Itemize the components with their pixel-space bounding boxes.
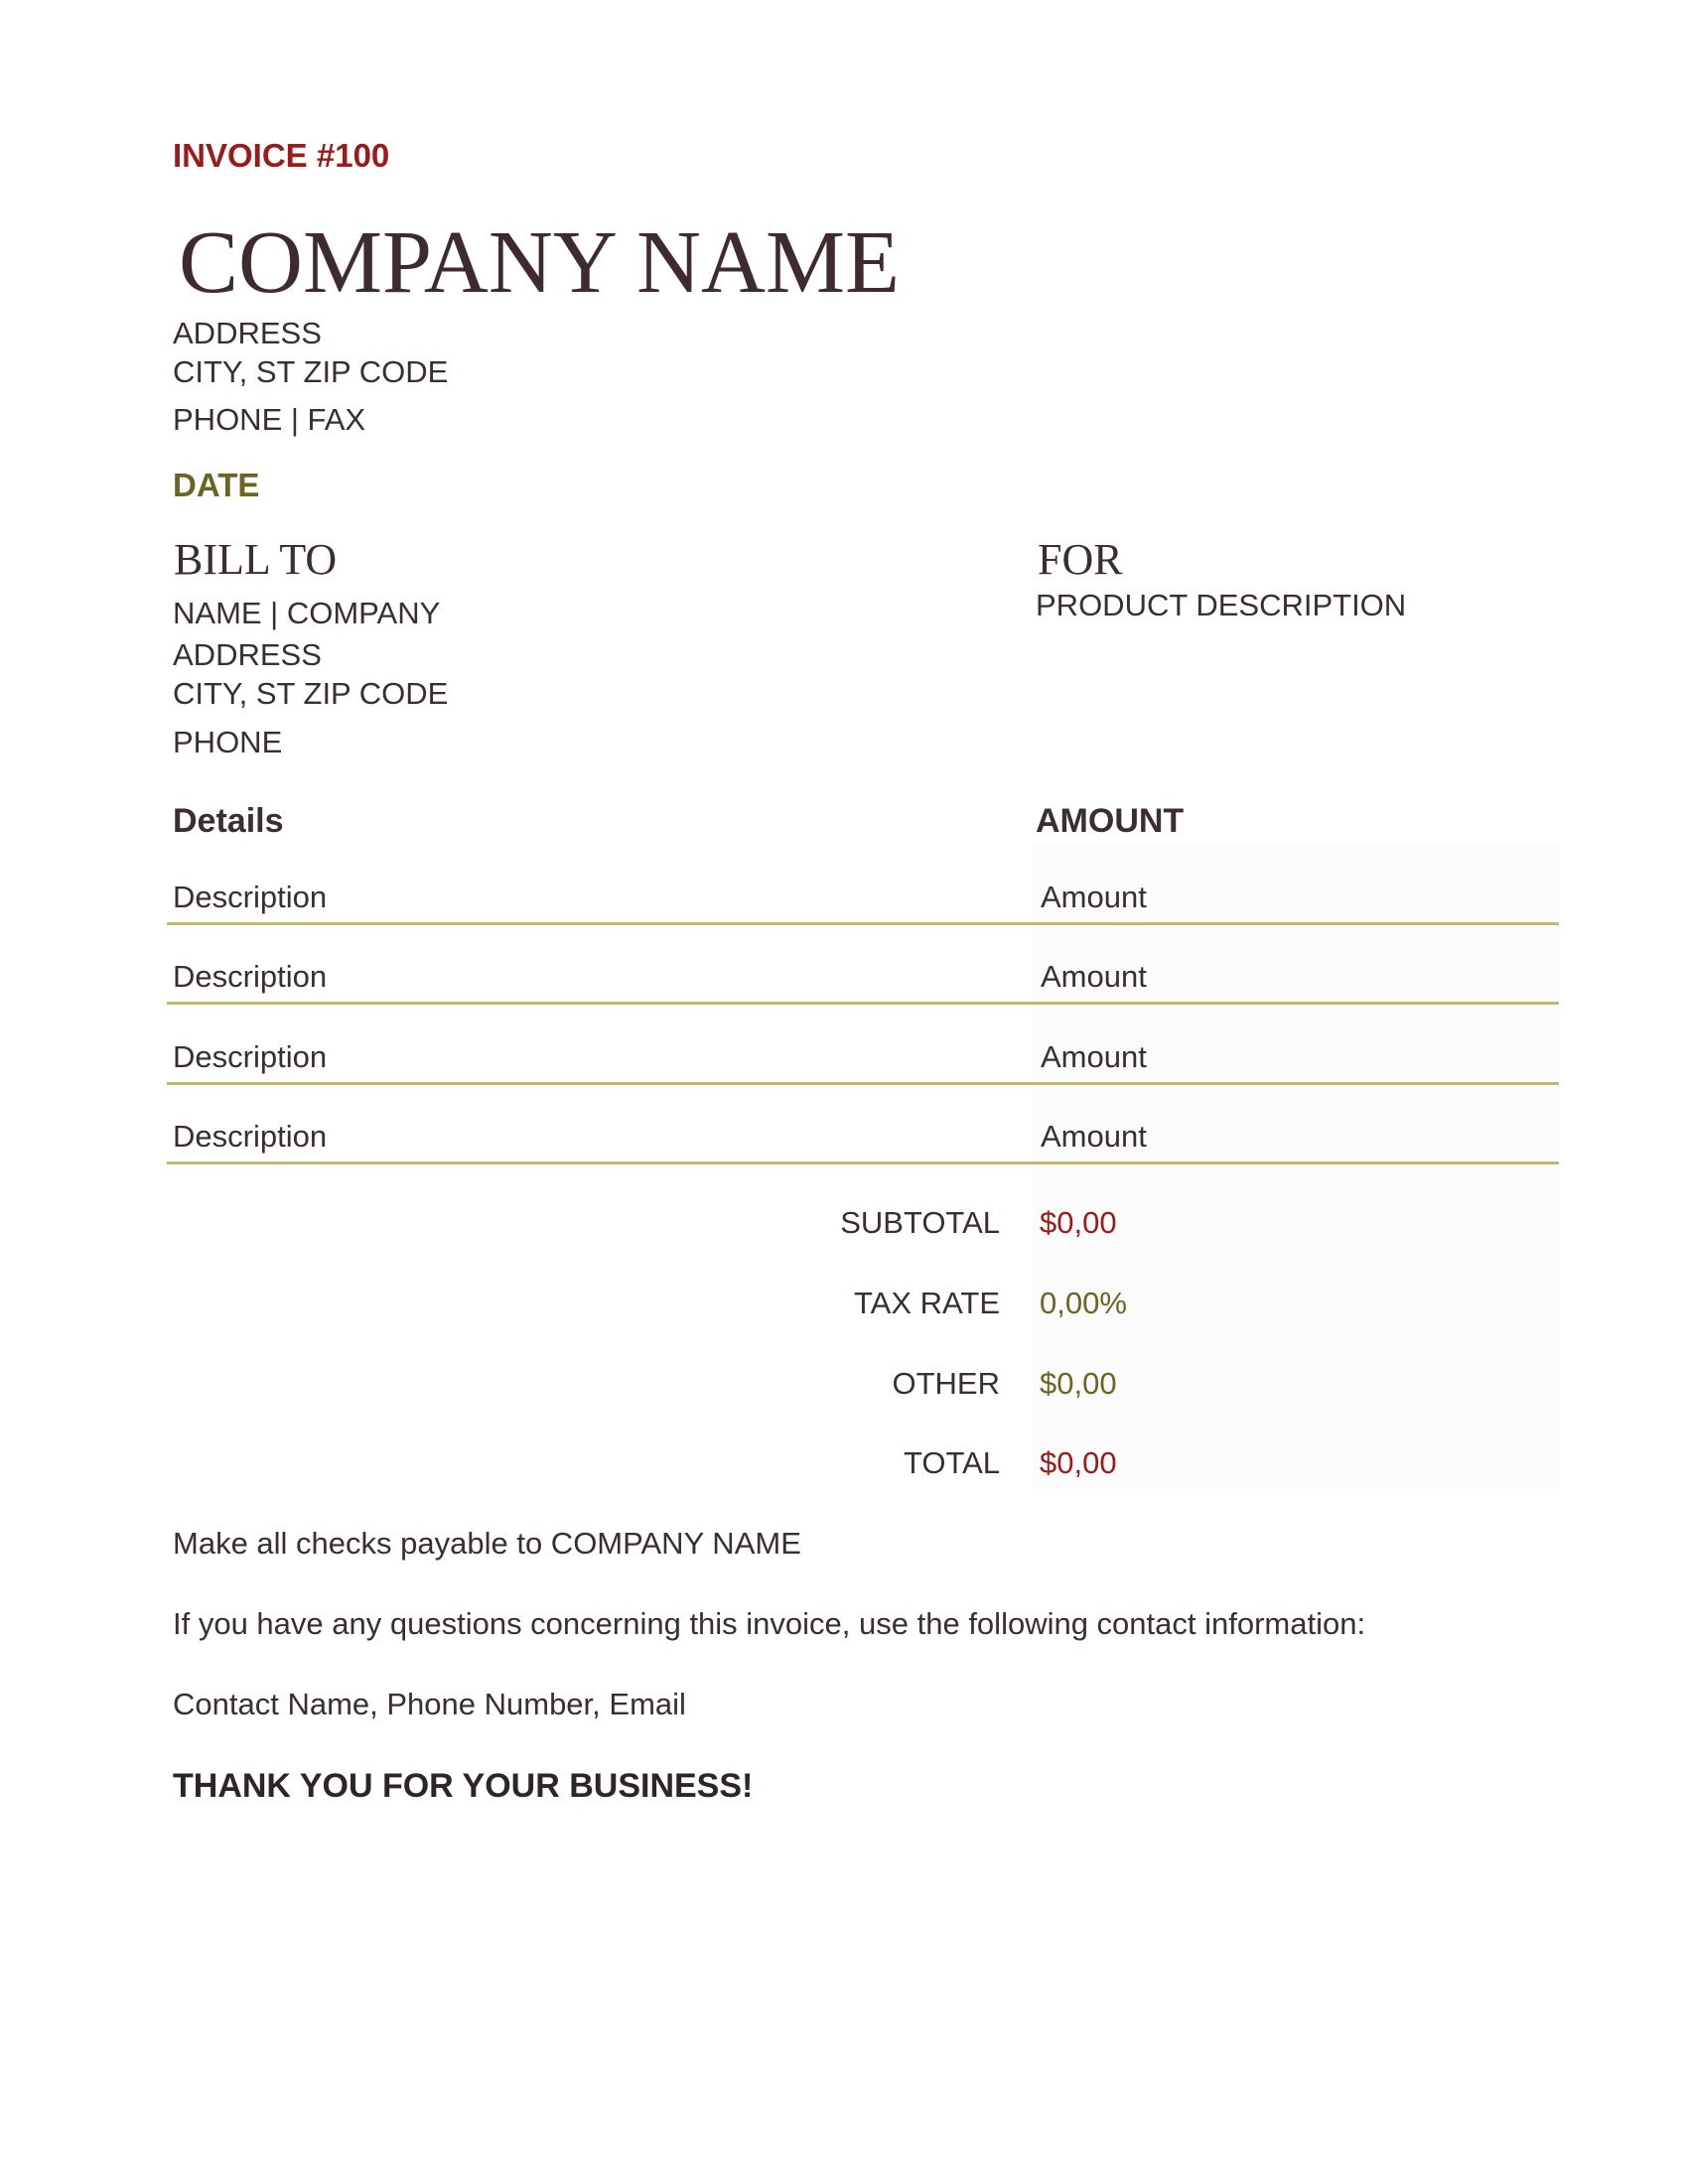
bill-to-heading: BILL TO bbox=[174, 535, 338, 584]
thank-you-message: THANK YOU FOR YOUR BUSINESS! bbox=[173, 1767, 754, 1805]
questions-note: If you have any questions concerning this invoice, use the following contact information: bbox=[173, 1606, 1366, 1641]
company-city: CITY, ST ZIP CODE bbox=[173, 354, 449, 389]
total-value: $0,00 bbox=[1040, 1445, 1117, 1480]
line-item-description: Description bbox=[173, 959, 328, 994]
line-item-row bbox=[167, 1085, 1559, 1164]
details-header: Details bbox=[173, 802, 284, 840]
line-item-row bbox=[167, 846, 1559, 925]
line-item-amount: Amount bbox=[1041, 880, 1147, 914]
line-item-amount: Amount bbox=[1041, 1119, 1147, 1154]
other-label: OTHER bbox=[892, 1366, 1000, 1401]
subtotal-value: $0,00 bbox=[1040, 1205, 1117, 1240]
contact-info: Contact Name, Phone Number, Email bbox=[173, 1687, 686, 1721]
row-divider bbox=[167, 1161, 1559, 1164]
line-item-description: Description bbox=[173, 1119, 328, 1154]
line-item-amount: Amount bbox=[1041, 959, 1147, 994]
bill-to-city: CITY, ST ZIP CODE bbox=[173, 676, 449, 711]
product-description: PRODUCT DESCRIPTION bbox=[1036, 588, 1407, 622]
line-item-row bbox=[167, 925, 1559, 1005]
invoice-number: INVOICE #100 bbox=[173, 137, 390, 174]
company-address: ADDRESS bbox=[173, 316, 322, 350]
tax-rate-value: 0,00% bbox=[1040, 1286, 1127, 1320]
amount-header: AMOUNT bbox=[1036, 802, 1185, 840]
tax-rate-label: TAX RATE bbox=[854, 1286, 1000, 1320]
other-value: $0,00 bbox=[1040, 1366, 1117, 1401]
subtotal-label: SUBTOTAL bbox=[840, 1205, 1000, 1240]
bill-to-address: ADDRESS bbox=[173, 637, 322, 672]
row-divider bbox=[167, 1002, 1559, 1005]
bill-to-phone: PHONE bbox=[173, 725, 283, 759]
line-item-row bbox=[167, 1006, 1559, 1085]
checks-payable-note: Make all checks payable to COMPANY NAME bbox=[173, 1526, 801, 1561]
company-name: COMPANY NAME bbox=[179, 213, 900, 312]
bill-to-name: NAME | COMPANY bbox=[173, 596, 441, 630]
line-item-description: Description bbox=[173, 880, 328, 914]
line-item-description: Description bbox=[173, 1039, 328, 1074]
total-label: TOTAL bbox=[903, 1445, 1000, 1480]
company-phone-fax: PHONE | FAX bbox=[173, 402, 366, 437]
date-label: DATE bbox=[173, 467, 260, 503]
for-heading: FOR bbox=[1038, 535, 1123, 584]
line-item-amount: Amount bbox=[1041, 1039, 1147, 1074]
